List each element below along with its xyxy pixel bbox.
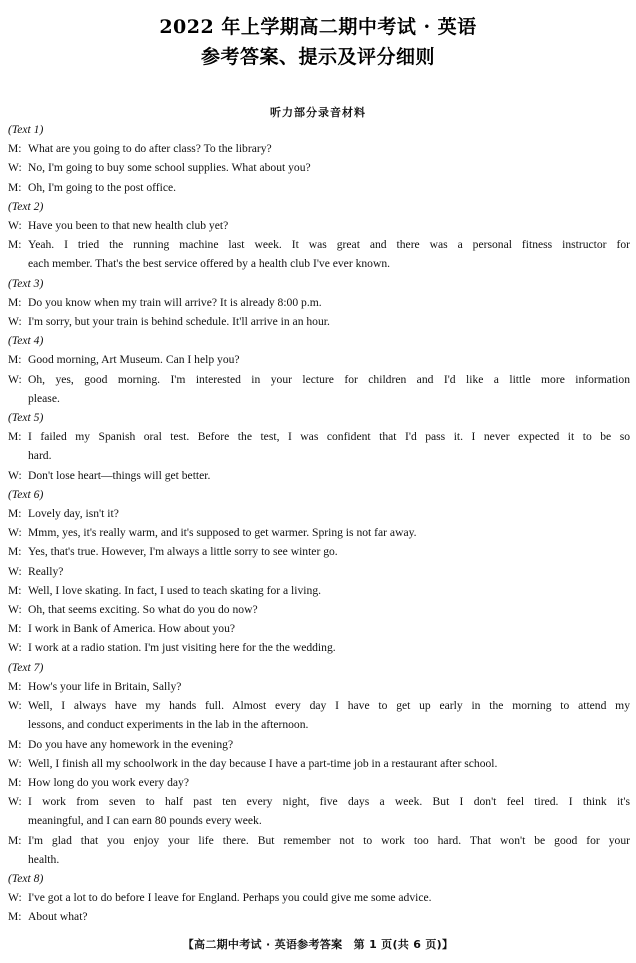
speaker-tag: M: [8, 833, 22, 847]
text-section-label [8, 408, 630, 427]
dialogue-text: each member. That's the best service offered by a health club I've ever known. [28, 257, 391, 271]
dialogue-text: Well, I finish all my schoolwork in the day because I have a part-time job in a restaurant after school. [28, 756, 498, 770]
dialogue-text: Lovely day, isn't it? [28, 507, 119, 521]
transcript-line [8, 715, 630, 734]
transcript-line [8, 216, 630, 235]
dialogue-text: I'm sorry, but your train is behind schedule. It'll arrive in an hour. [28, 315, 330, 329]
transcript-line [8, 619, 630, 638]
text-section-label [8, 197, 630, 216]
dialogue-text: How's your life in Britain, Sally? [28, 679, 182, 693]
text-number: (Text 4) [8, 334, 44, 348]
transcript-line [8, 158, 630, 177]
transcript-line [8, 773, 630, 792]
speaker-tag: M: [8, 180, 22, 194]
transcript-line [8, 696, 630, 715]
speaker-tag: W: [8, 315, 22, 329]
document-title: 2022 年上学期高二期中考试 · 英语 [159, 16, 477, 38]
dialogue-text: Do you have any homework in the evening? [28, 737, 234, 751]
transcript-line [8, 235, 630, 254]
dialogue-text: Oh, that seems exciting. So what do you do now? [28, 603, 258, 617]
dialogue-text: About what? [28, 910, 88, 924]
transcript-line [8, 178, 630, 197]
dialogue-text: lessons, and conduct experiments in the lab in the afternoon. [28, 718, 309, 732]
dialogue-text: I've got a lot to do before I leave for England. Perhaps you could give me some advice. [28, 891, 432, 905]
transcript-line [8, 427, 630, 446]
transcript-line [8, 907, 630, 926]
speaker-tag: M: [8, 142, 22, 156]
transcript-line [8, 370, 630, 389]
transcript-line [8, 754, 630, 773]
dialogue-text: Oh, I'm going to the post office. [28, 180, 177, 194]
text-section-label [8, 485, 630, 504]
speaker-tag: M: [8, 622, 22, 636]
transcript-line [8, 811, 630, 830]
speaker-tag: W: [8, 468, 22, 482]
dialogue-text: Don't lose heart—things will get better. [28, 468, 211, 482]
transcript-line [8, 600, 630, 619]
speaker-tag: M: [8, 775, 22, 789]
transcript-line [8, 139, 630, 158]
speaker-tag: W: [8, 699, 22, 713]
transcript-line [8, 581, 630, 600]
transcript-line [8, 792, 630, 811]
speaker-tag: M: [8, 545, 22, 559]
transcript-line [8, 831, 630, 850]
speaker-tag: W: [8, 564, 22, 578]
dialogue-text: please. [28, 391, 60, 405]
transcript-line [8, 523, 630, 542]
speaker-tag: W: [8, 526, 22, 540]
section-heading: 听力部分录音材料 [270, 106, 366, 119]
transcript-line [8, 677, 630, 696]
speaker-tag: W: [8, 372, 22, 386]
dialogue-text: How long do you work every day? [28, 775, 189, 789]
speaker-tag: W: [8, 756, 22, 770]
speaker-tag: M: [8, 679, 22, 693]
dialogue-text: Well, I love skating. In fact, I used to teach skating for a living. [28, 583, 322, 597]
dialogue-text: Yeah. I tried the running machine last week. It was great and there was a personal fitness instructor for [28, 238, 630, 252]
dialogue-text: Mmm, yes, it's really warm, and it's supposed to get warmer. Spring is not far away. [28, 526, 417, 540]
transcript-line [8, 888, 630, 907]
speaker-tag: W: [8, 219, 22, 233]
dialogue-text: meaningful, and I can earn 80 pounds every week. [28, 814, 262, 828]
dialogue-text: I work in Bank of America. How about you? [28, 622, 236, 636]
dialogue-text: I work from seven to half past ten every night, five days a week. But I don't feel tired. I think it's [28, 795, 630, 809]
text-number: (Text 5) [8, 411, 44, 425]
dialogue-text: Oh, yes, good morning. I'm interested in your lecture for children and I'd like a little more information [28, 372, 630, 386]
text-section-label [8, 120, 630, 139]
text-number: (Text 8) [8, 871, 44, 885]
transcript-line [8, 542, 630, 561]
transcript-line [8, 466, 630, 485]
page-footer: 【高二期中考试 · 英语参考答案 第 1 页(共 6 页)】 [182, 938, 454, 951]
text-section-label [8, 331, 630, 350]
transcript-line [8, 446, 630, 465]
transcript-line [8, 312, 630, 331]
dialogue-text: Do you know when my train will arrive? It is already 8:00 p.m. [28, 295, 322, 309]
text-section-label [8, 658, 630, 677]
transcript-line [8, 350, 630, 369]
speaker-tag: M: [8, 353, 22, 367]
speaker-tag: W: [8, 891, 22, 905]
transcript-line [8, 389, 630, 408]
text-section-label [8, 869, 630, 888]
speaker-tag: W: [8, 641, 22, 655]
transcript-line [8, 850, 630, 869]
speaker-tag: M: [8, 583, 22, 597]
dialogue-text: I'm glad that you enjoy your life there. But remember not to work too hard. That won't be good for your [28, 833, 630, 847]
transcript-line [8, 504, 630, 523]
speaker-tag: W: [8, 161, 22, 175]
text-section-label [8, 274, 630, 293]
dialogue-text: Have you been to that new health club yet? [28, 219, 229, 233]
transcript-line [8, 638, 630, 657]
speaker-tag: M: [8, 910, 22, 924]
listening-transcript [8, 120, 630, 927]
speaker-tag: M: [8, 430, 22, 444]
dialogue-text: Good morning, Art Museum. Can I help you? [28, 353, 240, 367]
text-number: (Text 3) [8, 276, 44, 290]
speaker-tag: M: [8, 737, 22, 751]
dialogue-text: I failed my Spanish oral test. Before the test, I was confident that I'd pass it. I never expected it to be so [28, 430, 630, 444]
dialogue-text: Well, I always have my hands full. Almost every day I have to get up early in the morning to attend my [28, 699, 630, 713]
speaker-tag: M: [8, 295, 22, 309]
document-subtitle: 参考答案、提示及评分细则 [200, 46, 435, 68]
speaker-tag: M: [8, 238, 22, 252]
text-number: (Text 7) [8, 660, 44, 674]
dialogue-text: No, I'm going to buy some school supplies. What about you? [28, 161, 311, 175]
text-number: (Text 1) [8, 123, 44, 136]
transcript-line [8, 293, 630, 312]
dialogue-text: What are you going to do after class? To the library? [28, 142, 272, 156]
transcript-line [8, 735, 630, 754]
dialogue-text: Really? [28, 564, 64, 578]
speaker-tag: W: [8, 603, 22, 617]
dialogue-text: Yes, that's true. However, I'm always a little sorry to see winter go. [28, 545, 338, 559]
transcript-line [8, 562, 630, 581]
speaker-tag: W: [8, 795, 22, 809]
text-number: (Text 2) [8, 199, 44, 213]
dialogue-text: health. [28, 852, 60, 866]
transcript-line [8, 254, 630, 273]
dialogue-text: hard. [28, 449, 52, 463]
text-number: (Text 6) [8, 487, 44, 501]
dialogue-text: I work at a radio station. I'm just visiting here for the the wedding. [28, 641, 336, 655]
speaker-tag: M: [8, 507, 22, 521]
